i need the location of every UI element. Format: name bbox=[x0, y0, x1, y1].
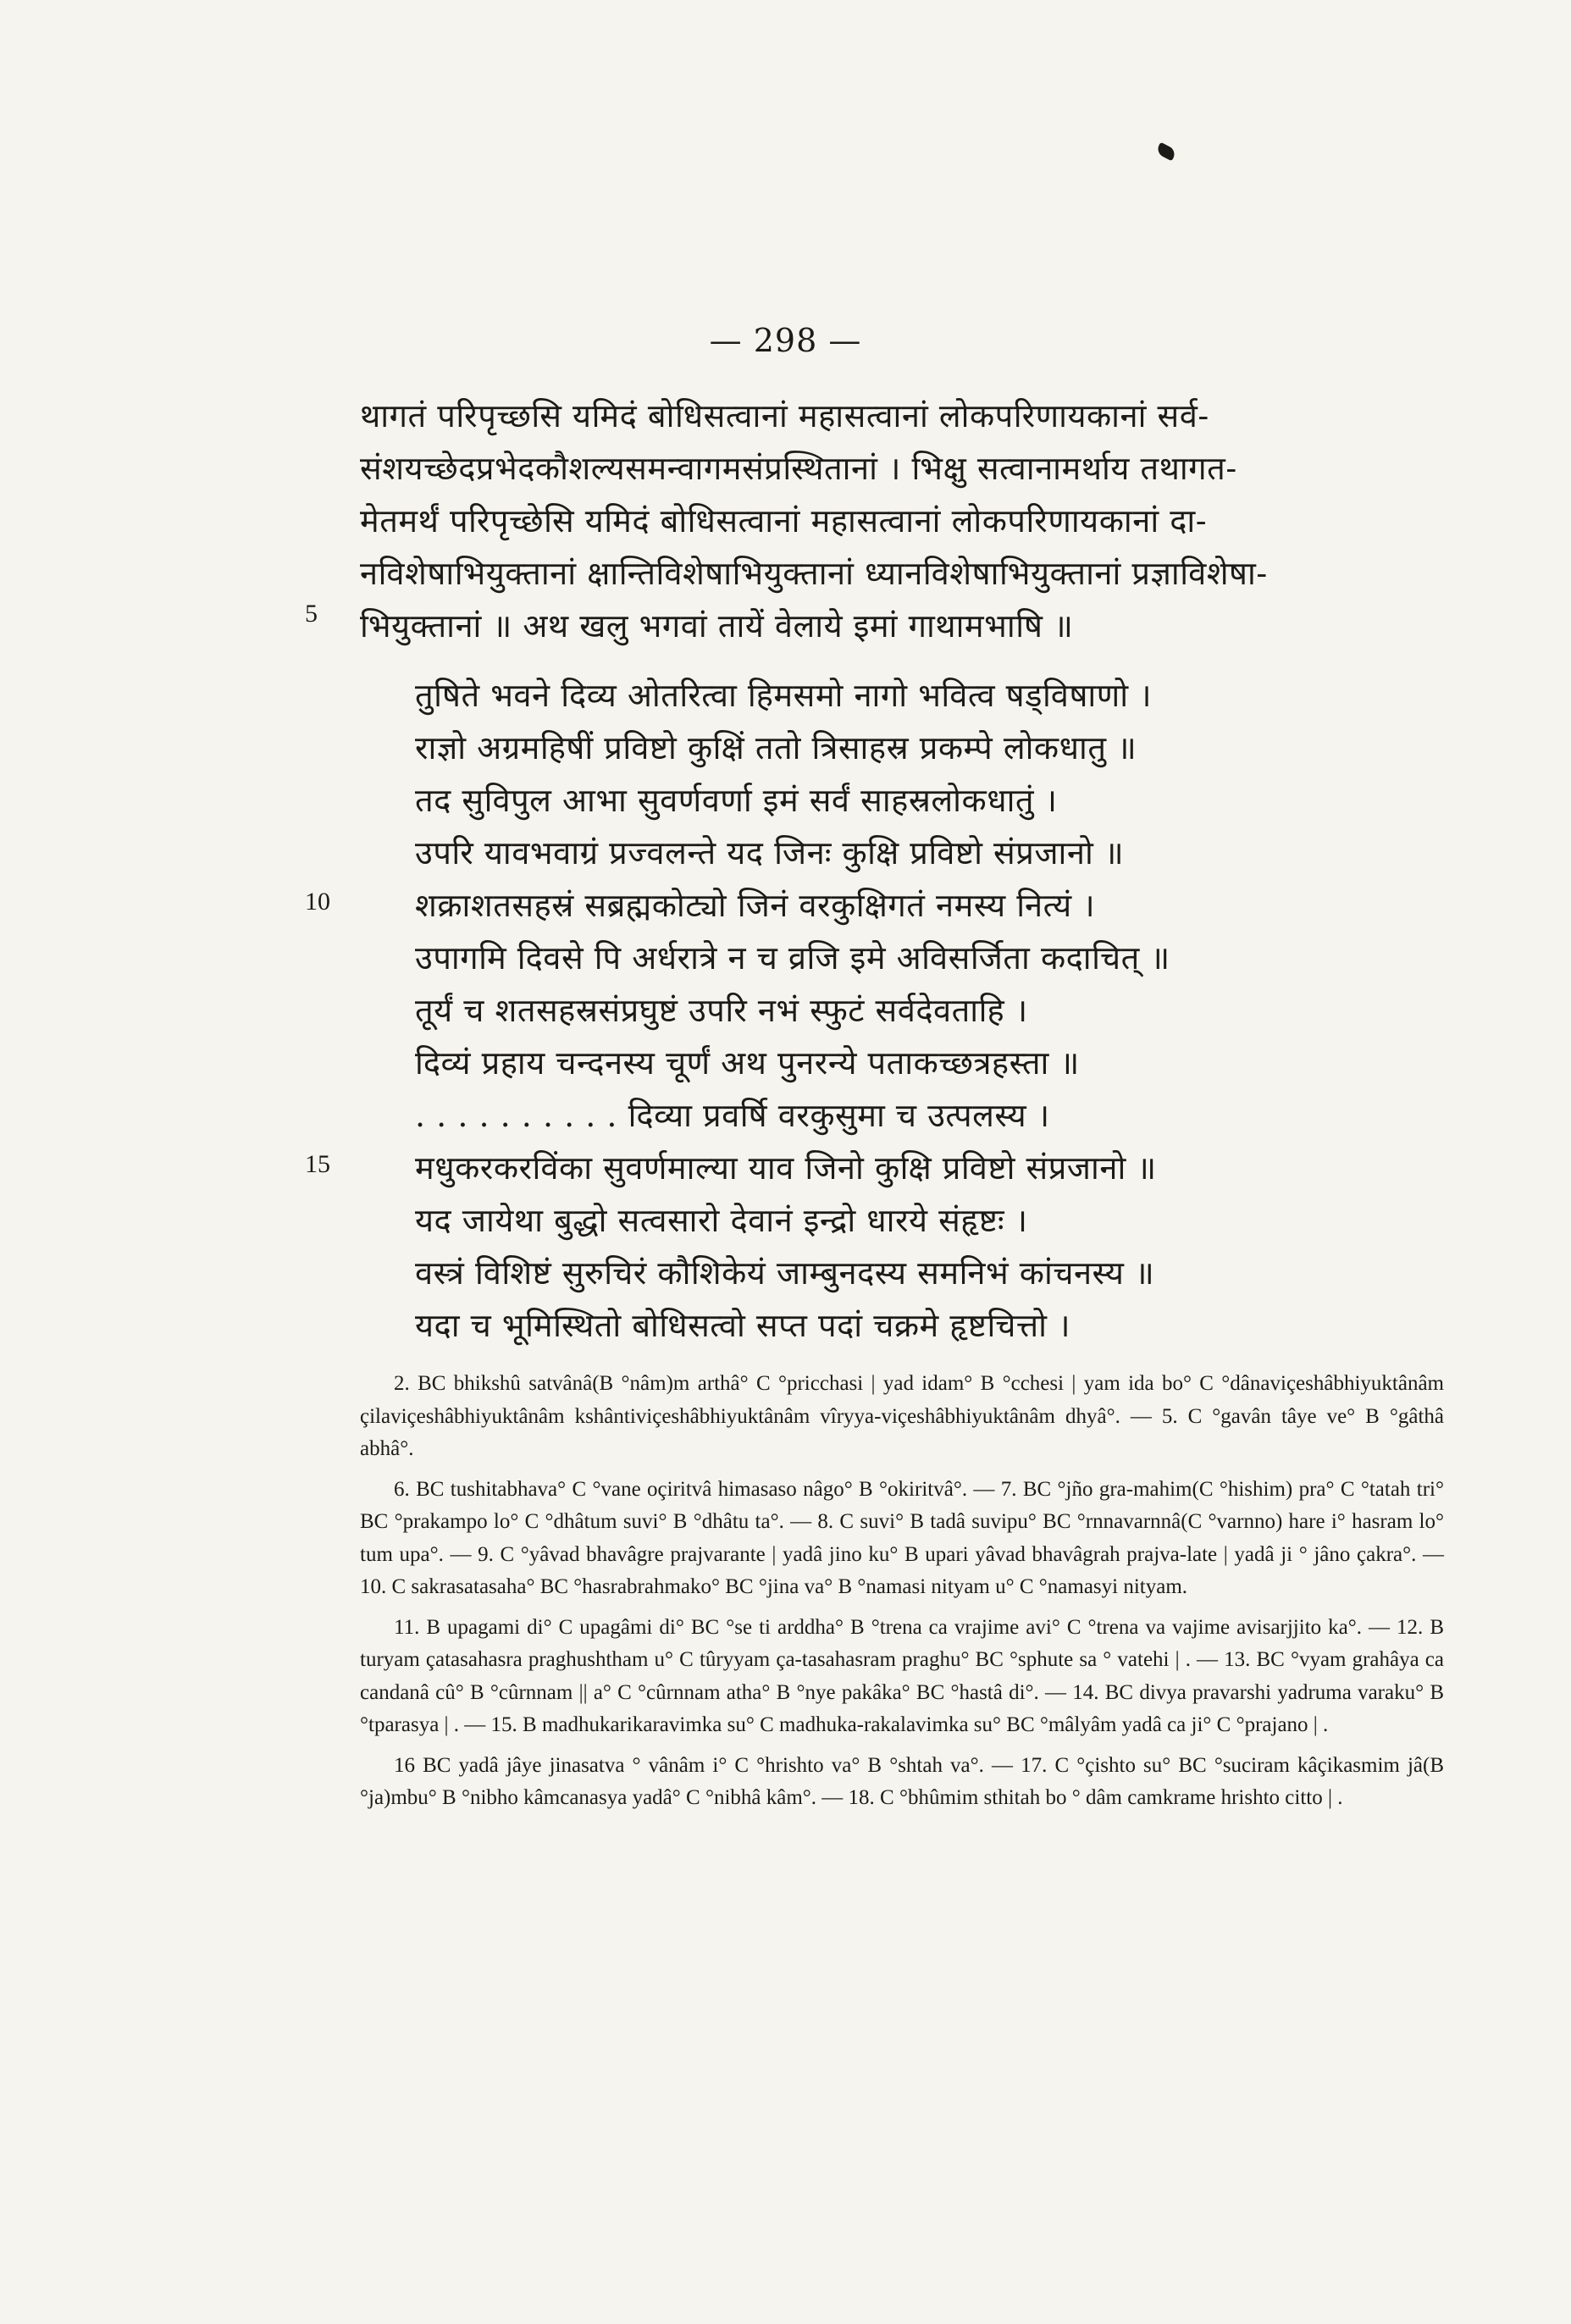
verse-line: तद सुविपुल आभा सुवर्णवर्णा इमं सर्वं साहस्रलोकधातुं । bbox=[415, 782, 1058, 819]
line-number-5: 5 bbox=[305, 600, 318, 628]
footnote: 2. BC bhikshû satvânâ(B °nâm)m arthâ° C °pricchasi | yad idam° B °cchesi | yam ida bo° C °dânaviçeshâbhiyuktânâm çilaviçeshâbhiyuktânâm kshântiviçeshâbhiyuktânâm vîryya-viçeshâbhiyuktânâm dhyâ°. — 5. C °gavân tâye ve° B °gâthâ abhâ°. bbox=[360, 1372, 1444, 1460]
footnote: 11. B upagami di° C upagâmi di° BC °se ti arddha° B °trena ca vrajime avi° C °trena va vajime avisarjjito ka°. — 12. B turyam çatasahasra praghushtham u° C tûryyam ça-tasahasram praghu° BC °sphute sa ° vatehi | . — 13. BC °vyam grahâya ca candanâ cû° B °cûrnnam || a° C °cûrnnam atha° B °nye pakâka° BC °hastâ di°. — 14. BC divya pravarshi yadruma varaku° B °tparasya | . — 15. B madhukarikaravimka su° C madhuka-rakalavimka su° BC °mâlyâm yadâ ca ji° C °prajano | . bbox=[360, 1615, 1444, 1736]
prose-line: संशयच्छेदप्रभेदकौशल्यसमन्वागमसंप्रस्थितानां । भिक्षु सत्वानामर्थाय तथागत- bbox=[360, 450, 1237, 487]
verse-line: तूर्यं च शतसहस्रसंप्रघुष्टं उपरि नभं स्फुटं सर्वदेवताहि । bbox=[415, 992, 1028, 1029]
verse-passage bbox=[415, 669, 1414, 1352]
verse-line: यद जायेथा बुद्धो सत्वसारो देवानं इन्द्रो धारये संहृष्टः । bbox=[415, 1202, 1028, 1239]
prose-line: नविशेषाभियुक्तानां क्षान्तिविशेषाभियुक्तानां ध्यानविशेषाभियुक्तानां प्रज्ञाविशेषा- bbox=[360, 555, 1268, 592]
verse-line: मधुकरकरविंका सुवर्णमाल्या याव जिनो कुक्षि प्रविष्टो संप्रजानो ॥ bbox=[415, 1149, 1157, 1187]
verse-line: उपागमि दिवसे पि अर्धरात्रे न च व्रजि इमे अविसर्जिता कदाचित् ॥ bbox=[415, 939, 1170, 977]
footnote: 6. BC tushitabhava° C °vane oçiritvâ himasaso nâgo° B °okiritvâ°. — 7. BC °jño gra-mahim(C °hishim) pra° C °tatah tri° BC °prakampo lo° C °dhâtum suvi° B °dhâtu ta°. — 8. C suvi° B tadâ suvipu° BC °rnnavarnnâ(C °varnno) hare i° hasram lo° tum upa°. — 9. C °yâvad bhavâgre prajvarante | yadâ jino ku° B upari yâvad bhavâgrah prajva-late | yadâ ji ° jâno çakra°. — 10. C sakrasatasaha° BC °hasrabrahmako° BC °jina va° B °namasi nityam u° C °namasyi nityam. bbox=[360, 1477, 1444, 1598]
prose-line: मेतमर्थं परिपृच्छेसि यमिदं बोधिसत्वानां महासत्वानां लोकपरिणायकानां दा- bbox=[360, 502, 1208, 540]
critical-apparatus bbox=[360, 1368, 1444, 1823]
prose-line: भियुक्तानां ॥ अथ खलु भगवां तायें वेलाये इमां गाथामभाषि ॥ bbox=[360, 607, 1074, 645]
prose-line: थागतं परिपृच्छसि यमिदं बोधिसत्वानां महासत्वानां लोकपरिणायकानां सर्व- bbox=[360, 397, 1209, 434]
verse-line: शक्राशतसहस्रं सब्रह्मकोट्यो जिनं वरकुक्षिगतं नमस्य नित्यं । bbox=[415, 887, 1096, 924]
verse-line: राज्ञो अग्रमहिषीं प्रविष्टो कुक्षिं ततो त्रिसाहस्र प्रकम्पे लोकधातु ॥ bbox=[415, 729, 1137, 766]
scan-artifact-mark bbox=[1155, 142, 1177, 162]
page-number: — 298 — bbox=[709, 322, 862, 359]
prose-passage bbox=[360, 390, 1444, 652]
line-number-15: 15 bbox=[305, 1150, 330, 1178]
footnote: 16 BC yadâ jâye jinasatva ° vânâm i° C °hrishto va° B °shtah va°. — 17. C °çishto su° BC °suciram kâçikasmim jâ(B °ja)mbu° B °nibho kâmcanasya yadâ° C °nibhâ kâm°. — 18. C °bhûmim sthitah bo ° dâm camkrame hrishto citto | . bbox=[360, 1753, 1444, 1809]
verse-line: . . . . . . . . . . दिव्या प्रवर्षि वरकुसुमा च उत्पलस्य । bbox=[415, 1097, 1050, 1134]
verse-line: उपरि यावभवाग्रं प्रज्वलन्ते यद जिनः कुक्षि प्रविष्टो संप्रजानो ॥ bbox=[415, 834, 1125, 872]
verse-line: तुषिते भवने दिव्य ओतरित्वा हिमसमो नागो भवित्व षड्विषाणो । bbox=[415, 677, 1153, 714]
verse-line: वस्त्रं विशिष्टं सुरुचिरं कौशिकेयं जाम्बुनदस्य समनिभं कांचनस्य ॥ bbox=[415, 1254, 1155, 1292]
verse-line: यदा च भूमिस्थितो बोधिसत्वो सप्त पदां चक्रमे हृष्टचित्तो । bbox=[415, 1307, 1070, 1344]
verse-line: दिव्यं प्रहाय चन्दनस्य चूर्णं अथ पुनरन्ये पताकच्छत्रहस्ता ॥ bbox=[415, 1044, 1080, 1082]
line-number-10: 10 bbox=[305, 888, 330, 916]
